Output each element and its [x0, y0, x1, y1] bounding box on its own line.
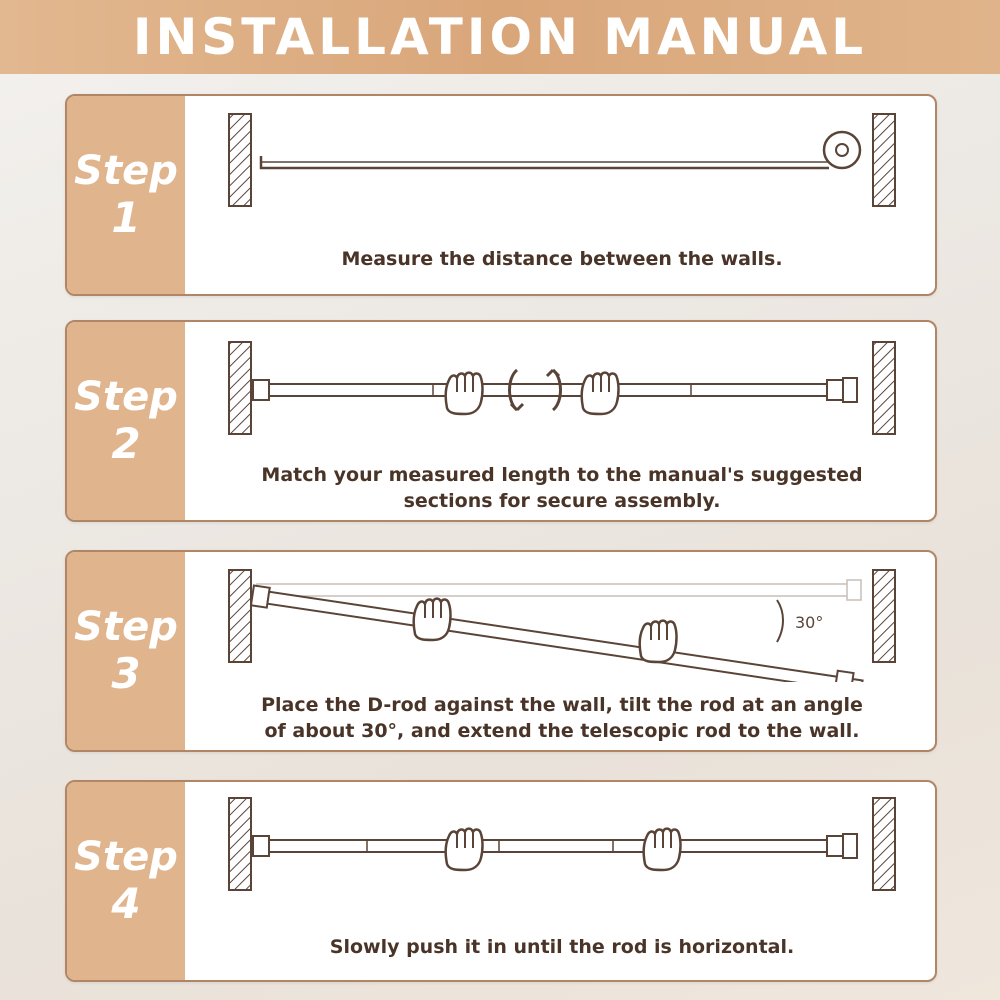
right-hand-icon: [644, 829, 681, 870]
step-number: 2: [111, 418, 141, 468]
step-instruction-4: [217, 934, 907, 960]
tension-rod-icon: [253, 834, 857, 858]
step-word: Step: [74, 833, 178, 880]
tension-rod-icon: [253, 378, 857, 402]
step-word: Step: [74, 147, 178, 194]
left-wall-icon: [229, 798, 251, 890]
right-wall-icon: [873, 114, 895, 206]
left-hand-icon: [414, 599, 451, 640]
tilted-rod-icon: [251, 583, 864, 682]
right-wall-icon: [873, 570, 895, 662]
instruction-line: sections for secure assembly.: [403, 490, 721, 512]
left-wall-icon: [229, 114, 251, 206]
right-wall-icon: [873, 798, 895, 890]
left-hand-icon: [446, 829, 483, 870]
instruction-line: Slowly push it in until the rod is horizontal.: [329, 936, 795, 958]
header-banner: [0, 0, 1000, 74]
horizontal-rod-outline-icon: [257, 580, 861, 600]
rod-tilt-illustration: [217, 552, 937, 682]
angle-arc-icon: [777, 600, 783, 642]
step-instruction-3: [217, 692, 907, 744]
step-card-1: [65, 94, 937, 296]
step-card-4: [65, 780, 937, 982]
angle-label: 30°: [795, 613, 824, 632]
measure-illustration: [217, 96, 937, 226]
left-wall-icon: [229, 570, 251, 662]
left-wall-icon: [229, 342, 251, 434]
right-hand-icon: [582, 373, 619, 414]
step-label-3: [67, 552, 185, 750]
instruction-line: of about 30°, and extend the telescopic rod to the wall.: [264, 720, 860, 742]
step-instruction-1: [217, 246, 907, 272]
step-card-3: [65, 550, 937, 752]
instruction-line: Place the D-rod against the wall, tilt the rod at an angle: [261, 694, 863, 716]
step-number: 1: [111, 192, 141, 242]
left-hand-icon: [446, 373, 483, 414]
step-label-4: [67, 782, 185, 980]
step-instruction-2: [217, 462, 907, 514]
tape-measure-icon: [261, 132, 860, 168]
instruction-line: Measure the distance between the walls.: [341, 248, 783, 270]
step-card-2: [65, 320, 937, 522]
rod-twist-illustration: [217, 322, 937, 452]
rod-level-illustration: [217, 782, 937, 912]
right-hand-icon: [640, 621, 677, 662]
step-label-2: [67, 322, 185, 520]
step-word: Step: [74, 603, 178, 650]
step-word: Step: [74, 373, 178, 420]
step-label-1: [67, 96, 185, 294]
step-number: 4: [111, 878, 141, 928]
right-wall-icon: [873, 342, 895, 434]
step-number: 3: [111, 648, 141, 698]
instruction-line: Match your measured length to the manual's suggested: [261, 464, 863, 486]
page-title: INSTALLATION MANUAL: [132, 8, 868, 66]
